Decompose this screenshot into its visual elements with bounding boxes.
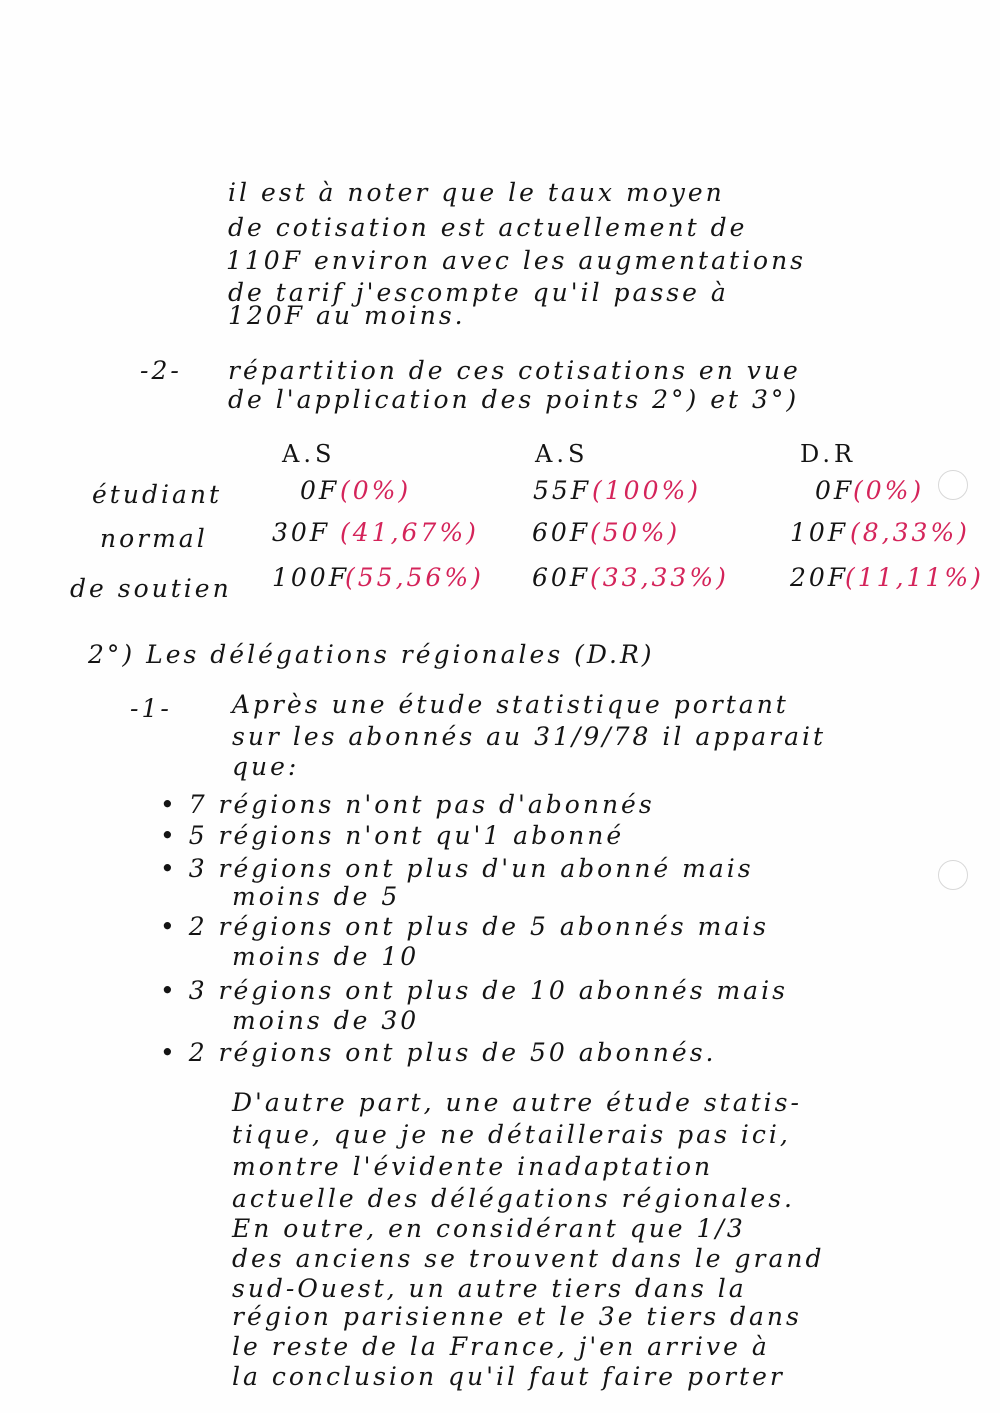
- paragraph-line: montre l'évidente inadaptation: [232, 1152, 714, 1181]
- column-header: D.R: [800, 440, 857, 468]
- cell-percent: (41,67%): [340, 518, 479, 547]
- paragraph-line: le reste de la France, j'en arrive à: [232, 1332, 770, 1361]
- column-header: A.S: [535, 440, 589, 468]
- cell-percent: (8,33%): [850, 518, 970, 547]
- cell-amount: 60F: [532, 563, 591, 592]
- list-item: • 3 régions ont plus de 10 abonnés mais: [160, 976, 788, 1005]
- section-2-title: 2°) Les délégations régionales (D.R): [88, 640, 655, 669]
- section-2-line: que:: [232, 752, 300, 781]
- section-2-line: Après une étude statistique portant: [232, 690, 789, 719]
- paragraph-line: D'autre part, une autre étude statis-: [232, 1088, 802, 1117]
- paragraph-line: des anciens se trouvent dans le grand: [232, 1244, 825, 1273]
- row-label: normal: [100, 524, 208, 553]
- intro-line: il est à noter que le taux moyen: [228, 178, 725, 207]
- cell-percent: (11,11%): [845, 563, 984, 592]
- list-item: • 2 régions ont plus de 50 abonnés.: [160, 1038, 717, 1067]
- list-item-continuation: moins de 10: [232, 942, 420, 971]
- paragraph-line: région parisienne et le 3e tiers dans: [232, 1302, 802, 1331]
- cell-percent: (33,33%): [590, 563, 729, 592]
- cell-amount: 10F: [790, 518, 849, 547]
- point-2-line: de l'application des points 2°) et 3°): [228, 385, 800, 414]
- paragraph-line: sud-Ouest, un autre tiers dans la: [232, 1274, 747, 1303]
- list-item-continuation: moins de 5: [232, 882, 401, 911]
- cell-amount: 30F: [272, 518, 331, 547]
- punch-hole: [938, 470, 968, 500]
- cell-percent: (0%): [340, 476, 412, 505]
- point-2-marker: -2-: [140, 356, 182, 385]
- intro-line: de tarif j'escompte qu'il passe à: [228, 278, 729, 307]
- row-label: étudiant: [92, 480, 222, 509]
- cell-percent: (50%): [590, 518, 681, 547]
- list-item-continuation: moins de 30: [232, 1006, 420, 1035]
- punch-hole: [938, 860, 968, 890]
- cell-percent: (0%): [853, 476, 925, 505]
- cell-percent: (55,56%): [345, 563, 484, 592]
- paragraph-line: la conclusion qu'il faut faire porter: [232, 1362, 785, 1391]
- paragraph-line: En outre, en considérant que 1/3: [232, 1214, 746, 1243]
- cell-amount: 60F: [532, 518, 591, 547]
- column-header: A.S: [282, 440, 336, 468]
- list-item: • 3 régions ont plus d'un abonné mais: [160, 854, 754, 883]
- cell-amount: 100F: [272, 563, 350, 592]
- cell-amount: 20F: [790, 563, 849, 592]
- point-2-line: répartition de ces cotisations en vue: [228, 356, 801, 385]
- cell-amount: 0F: [815, 476, 855, 505]
- intro-line: 120F au moins.: [228, 301, 466, 330]
- intro-line: 110F environ avec les augmentations: [226, 246, 806, 275]
- list-item: • 7 régions n'ont pas d'abonnés: [160, 790, 655, 819]
- list-item: • 2 régions ont plus de 5 abonnés mais: [160, 912, 770, 941]
- intro-line: de cotisation est actuellement de: [228, 213, 748, 242]
- section-2-marker: -1-: [130, 694, 172, 723]
- paragraph-line: actuelle des délégations régionales.: [232, 1184, 795, 1213]
- cell-amount: 0F: [300, 476, 340, 505]
- section-2-line: sur les abonnés au 31/9/78 il apparait: [232, 722, 827, 751]
- cell-percent: (100%): [592, 476, 701, 505]
- list-item: • 5 régions n'ont qu'1 abonné: [160, 821, 625, 850]
- paragraph-line: tique, que je ne détaillerais pas ici,: [232, 1120, 791, 1149]
- row-label: de soutien: [70, 574, 232, 603]
- cell-amount: 55F: [533, 476, 592, 505]
